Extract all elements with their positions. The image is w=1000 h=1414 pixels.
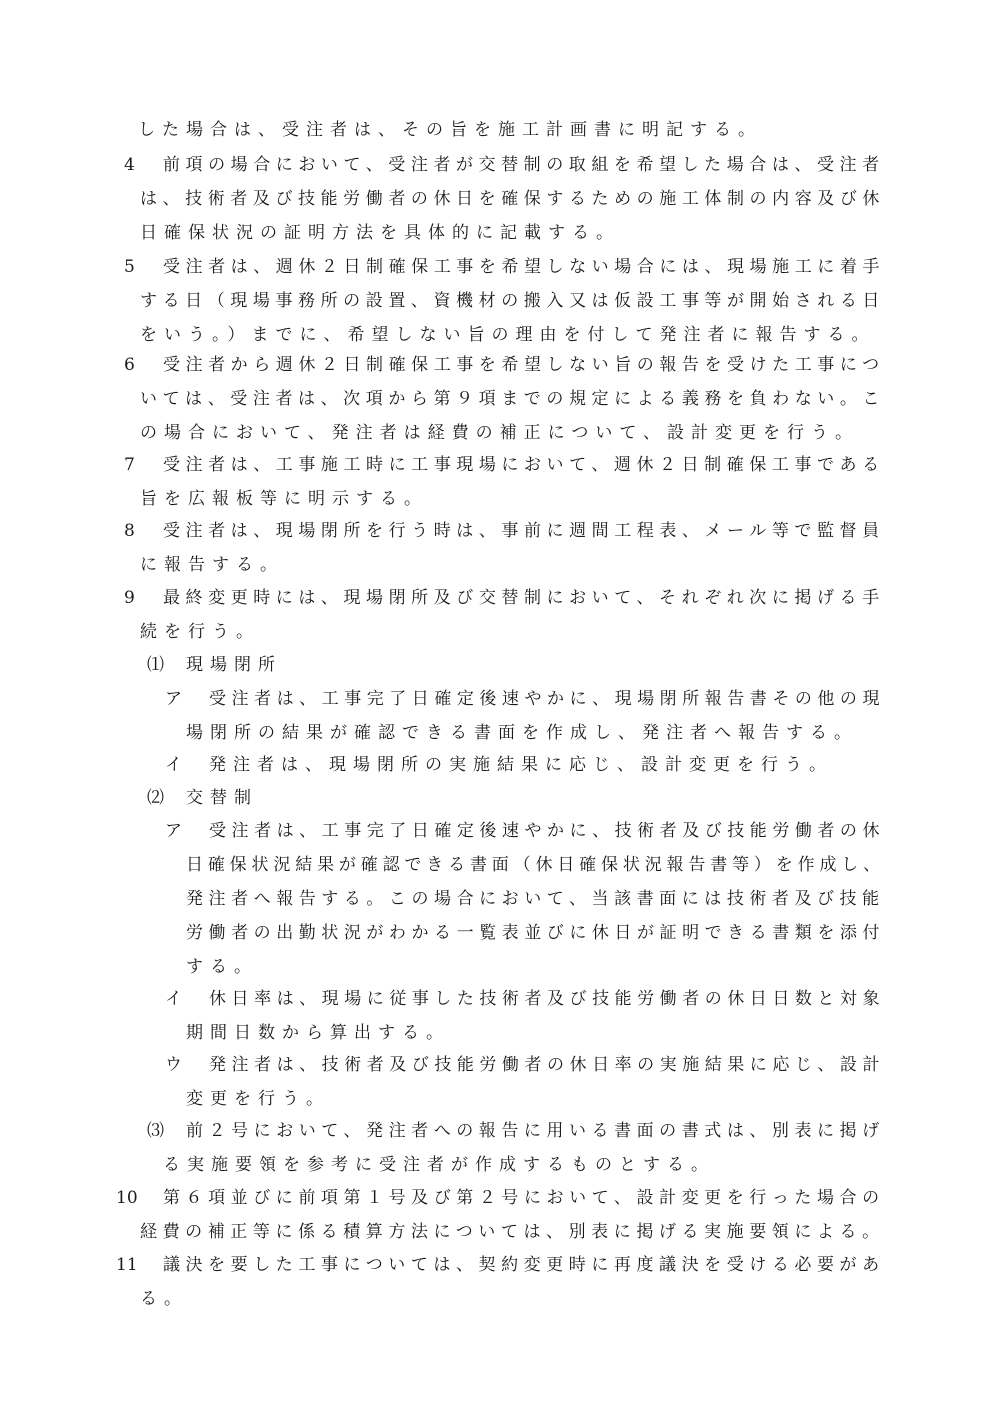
item-4-line-1: 前項の場合において、受注者が交替制の取組を希望した場合は、受注者 — [163, 155, 885, 175]
sub-item-2-title: 交替制 — [186, 788, 258, 808]
item-4-line-2: は、技術者及び技能労働者の休日を確保するための施工体制の内容及び休 — [140, 189, 885, 209]
sub-item-1-marker: ⑴ — [147, 655, 164, 675]
sub-item-2-u-marker: ウ — [165, 1055, 182, 1075]
sub-item-2-a-line-4: 労働者の出勤状況がわかる一覧表並びに休日が証明できる書類を添付 — [186, 923, 885, 943]
item-7-line-1: 受注者は、工事施工時に工事現場において、週休２日制確保工事である — [163, 455, 885, 475]
sub-item-3-line-2: る実施要領を参考に受注者が作成するものとする。 — [163, 1155, 715, 1175]
item-6-line-1: 受注者から週休２日制確保工事を希望しない旨の報告を受けた工事につ — [163, 355, 885, 375]
item-6-line-2: いては、受注者は、次項から第９項までの規定による義務を負わない。こ — [140, 389, 885, 409]
sub-item-1-i-line-1: 発注者は、現場閉所の実施結果に応じ、設計変更を行う。 — [209, 755, 833, 775]
sub-item-1-title: 現場閉所 — [186, 655, 282, 675]
sub-item-2-a-marker: ア — [165, 821, 182, 841]
sub-item-2-i-line-1: 休日率は、現場に従事した技術者及び技能労働者の休日日数と対象 — [209, 989, 885, 1009]
item-4-line-3: 日確保状況の証明方法を具体的に記載する。 — [140, 223, 620, 243]
item-8-line-2: に報告する。 — [140, 555, 284, 575]
sub-item-1-a-line-2: 場閉所の結果が確認できる書面を作成し、発注者へ報告する。 — [186, 723, 858, 743]
sub-item-1-i-marker: イ — [165, 755, 182, 775]
sub-item-2-i-line-2: 期間日数から算出する。 — [186, 1023, 450, 1043]
item-5-line-2: する日（現場事務所の設置、資機材の搬入又は仮設工事等が開始される日 — [140, 291, 885, 311]
sub-item-2-a-line-5: する。 — [186, 957, 258, 977]
item-number-4: 4 — [124, 155, 135, 175]
item-11-line-1: 議決を要した工事については、契約変更時に再度議決を受ける必要があ — [163, 1255, 885, 1275]
item-9-line-1: 最終変更時には、現場閉所及び交替制において、それぞれ次に掲げる手 — [163, 588, 885, 608]
item-9-line-2: 続を行う。 — [140, 622, 260, 642]
continuation-line: した場合は、受注者は、その旨を施工計画書に明記する。 — [138, 120, 762, 140]
item-7-line-2: 旨を広報板等に明示する。 — [140, 489, 428, 509]
sub-item-2-marker: ⑵ — [147, 788, 164, 808]
item-number-6: 6 — [124, 355, 135, 375]
sub-item-1-a-marker: ア — [165, 689, 182, 709]
item-number-9: 9 — [124, 588, 135, 608]
sub-item-2-u-line-1: 発注者は、技術者及び技能労働者の休日率の実施結果に応じ、設計 — [209, 1055, 885, 1075]
sub-item-2-i-marker: イ — [165, 989, 182, 1009]
item-6-line-3: の場合において、発注者は経費の補正について、設計変更を行う。 — [140, 423, 859, 443]
sub-item-2-a-line-3: 発注者へ報告する。この場合において、当該書面には技術者及び技能 — [186, 889, 885, 909]
item-number-10: 10 — [116, 1188, 138, 1208]
item-5-line-3: をいう。）までに、希望しない旨の理由を付して発注者に報告する。 — [140, 325, 876, 345]
item-number-5: 5 — [124, 257, 135, 277]
item-number-11: 11 — [116, 1255, 138, 1275]
item-10-line-2: 経費の補正等に係る積算方法については、別表に掲げる実施要領による。 — [140, 1222, 885, 1242]
sub-item-3-marker: ⑶ — [147, 1121, 164, 1141]
item-number-8: 8 — [124, 521, 135, 541]
sub-item-3-line-1: 前２号において、発注者への報告に用いる書面の書式は、別表に掲げ — [186, 1121, 885, 1141]
sub-item-1-a-line-1: 受注者は、工事完了日確定後速やかに、現場閉所報告書その他の現 — [209, 689, 885, 709]
item-5-line-1: 受注者は、週休２日制確保工事を希望しない場合には、現場施工に着手 — [163, 257, 885, 277]
sub-item-2-u-line-2: 変更を行う。 — [186, 1089, 330, 1109]
item-10-line-1: 第６項並びに前項第１号及び第２号において、設計変更を行った場合の — [163, 1188, 885, 1208]
item-11-line-2: る。 — [140, 1289, 188, 1309]
item-8-line-1: 受注者は、現場閉所を行う時は、事前に週間工程表、メール等で監督員 — [163, 521, 885, 541]
sub-item-2-a-line-1: 受注者は、工事完了日確定後速やかに、技術者及び技能労働者の休 — [209, 821, 885, 841]
sub-item-2-a-line-2: 日確保状況結果が確認できる書面（休日確保状況報告書等）を作成し、 — [186, 855, 885, 875]
item-number-7: 7 — [124, 455, 135, 475]
